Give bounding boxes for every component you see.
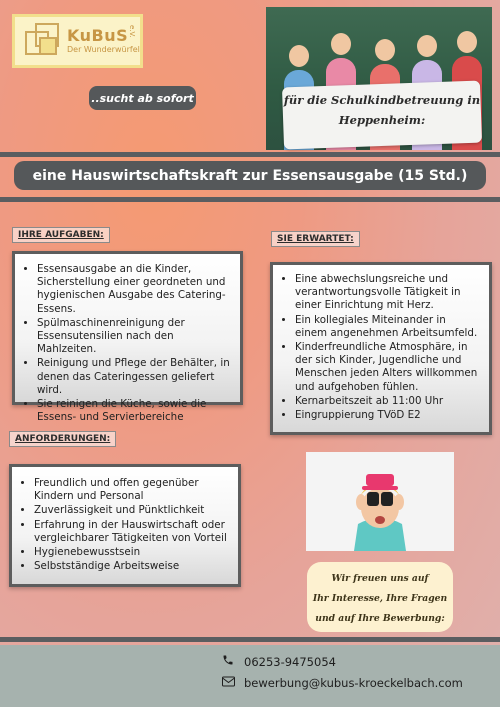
sign-line-1: für die Schulkindbetreuung in xyxy=(283,93,481,107)
logo-subtitle: Der Wunderwürfel xyxy=(67,45,140,54)
erwartet-item: • Eingruppierung TVöD E2 xyxy=(295,409,481,422)
aufgaben-item: • Reinigung und Pflege der Behälter, in denen das Cateringessen geliefert wird. xyxy=(37,357,232,397)
erwartet-item: • Ein kollegiales Miteinander in einem angenehmen Arbeitsumfeld. xyxy=(295,314,481,340)
footer xyxy=(0,645,500,707)
logo-name: KuBuS xyxy=(67,26,129,45)
erwartet-item: • Kernarbeitszeit ab 11:00 Uhr xyxy=(295,395,481,408)
anforderungen-item: • Zuverlässigkeit und Pünktlichkeit xyxy=(34,504,230,517)
aufgaben-item: • Essensausgabe an die Kinder, Sicherstellung einer geordneten und hygienischen Ausgabe des Catering-Essens. xyxy=(37,263,232,316)
cube-logo-icon xyxy=(25,23,61,59)
closing-note xyxy=(307,562,453,632)
phone-contact[interactable] xyxy=(222,654,336,669)
divider-bottom xyxy=(0,197,500,202)
divider-footer xyxy=(0,637,500,642)
phone-number: 06253-9475054 xyxy=(244,654,336,669)
erwartet-item: • Kinderfreundliche Atmosphäre, in der sich Kinder, Jugendliche und Menschen jeden Alters willkommen und aufgehoben fühlen. xyxy=(295,341,481,394)
sign-text xyxy=(283,90,481,130)
anforderungen-item: • Freundlich und offen gegenüber Kindern und Personal xyxy=(34,477,230,503)
kubus-logo xyxy=(12,14,143,68)
aufgaben-box xyxy=(12,251,243,424)
aufgaben-item: • Sie reinigen die Küche, sowie die Essens- und Servierbereiche xyxy=(37,398,232,424)
erwartet-label: SIE ERWARTET: xyxy=(271,231,360,247)
job-title: eine Hauswirtschaftskraft zur Essensausgabe (15 Std.) xyxy=(14,161,486,190)
anforderungen-label: ANFORDERUNGEN: xyxy=(9,431,116,447)
sign-line-2: Heppenheim: xyxy=(338,113,426,127)
email-address: bewerbung@kubus-kroeckelbach.com xyxy=(244,676,463,690)
envelope-icon xyxy=(222,676,236,690)
aufgaben-label: IHRE AUFGABEN: xyxy=(12,227,110,243)
phone-icon xyxy=(222,654,236,669)
anforderungen-item: • Hygienebewusstsein xyxy=(34,546,230,559)
closing-line-1: Wir freuen uns auf xyxy=(331,573,429,584)
aufgaben-item: • Spülmaschinenreinigung der Essensutensilien nach den Mahlzeiten. xyxy=(37,317,232,357)
erwartet-item: • Eine abwechslungsreiche und verantwortungsvolle Tätigkeit in einer Einrichtung mit Herz. xyxy=(295,273,481,313)
logo-suffix: e.V. xyxy=(128,25,136,38)
sucht-banner: ..sucht ab sofort xyxy=(89,86,196,110)
anforderungen-box xyxy=(9,464,241,587)
closing-line-3: und auf Ihre Bewerbung: xyxy=(315,613,445,624)
email-contact[interactable] xyxy=(222,676,463,690)
closing-line-2: Ihr Interesse, Ihre Fragen xyxy=(312,593,448,604)
erwartet-box xyxy=(270,262,492,435)
anforderungen-item: • Selbstständige Arbeitsweise xyxy=(34,560,230,573)
girl-binoculars-photo xyxy=(306,452,454,551)
divider-top xyxy=(0,152,500,157)
anforderungen-item: • Erfahrung in der Hauswirtschaft oder vergleichbarer Tätigkeiten von Vorteil xyxy=(34,519,230,545)
